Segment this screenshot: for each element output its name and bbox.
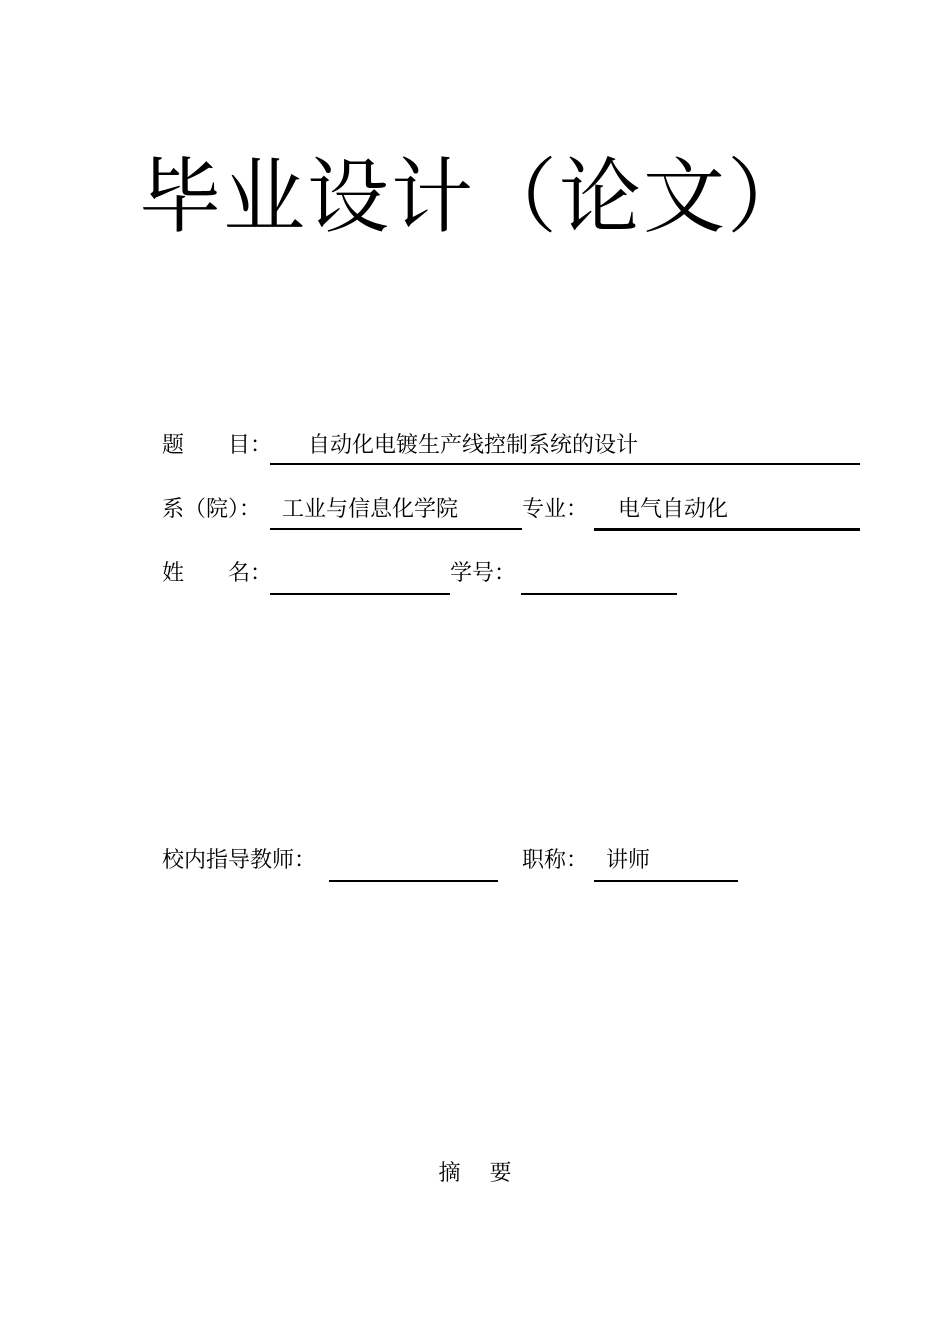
name-label: 姓 名： — [162, 561, 273, 586]
advisor-title-underline — [594, 880, 738, 882]
department-label: 系（院）： — [162, 497, 262, 522]
topic-label: 题 目： — [162, 433, 273, 458]
major-underline — [594, 528, 860, 531]
advisor-title-value: 讲师 — [606, 848, 651, 873]
major-label: 专业： — [522, 497, 589, 522]
name-underline — [270, 593, 450, 595]
topic-underline — [270, 463, 860, 465]
student-id-underline — [521, 593, 677, 595]
page-title: 毕业设计（论文） — [138, 150, 811, 245]
department-value: 工业与信息化学院 — [282, 497, 459, 522]
student-id-label: 学号： — [450, 561, 517, 586]
abstract-heading: 摘 要 — [438, 1161, 512, 1186]
major-value: 电气自动化 — [618, 497, 729, 522]
advisor-underline — [329, 880, 498, 882]
advisor-label: 校内指导教师： — [162, 848, 317, 873]
topic-value: 自动化电镀生产线控制系统的设计 — [308, 433, 639, 458]
advisor-title-label: 职称： — [522, 848, 589, 873]
department-underline — [270, 528, 522, 530]
